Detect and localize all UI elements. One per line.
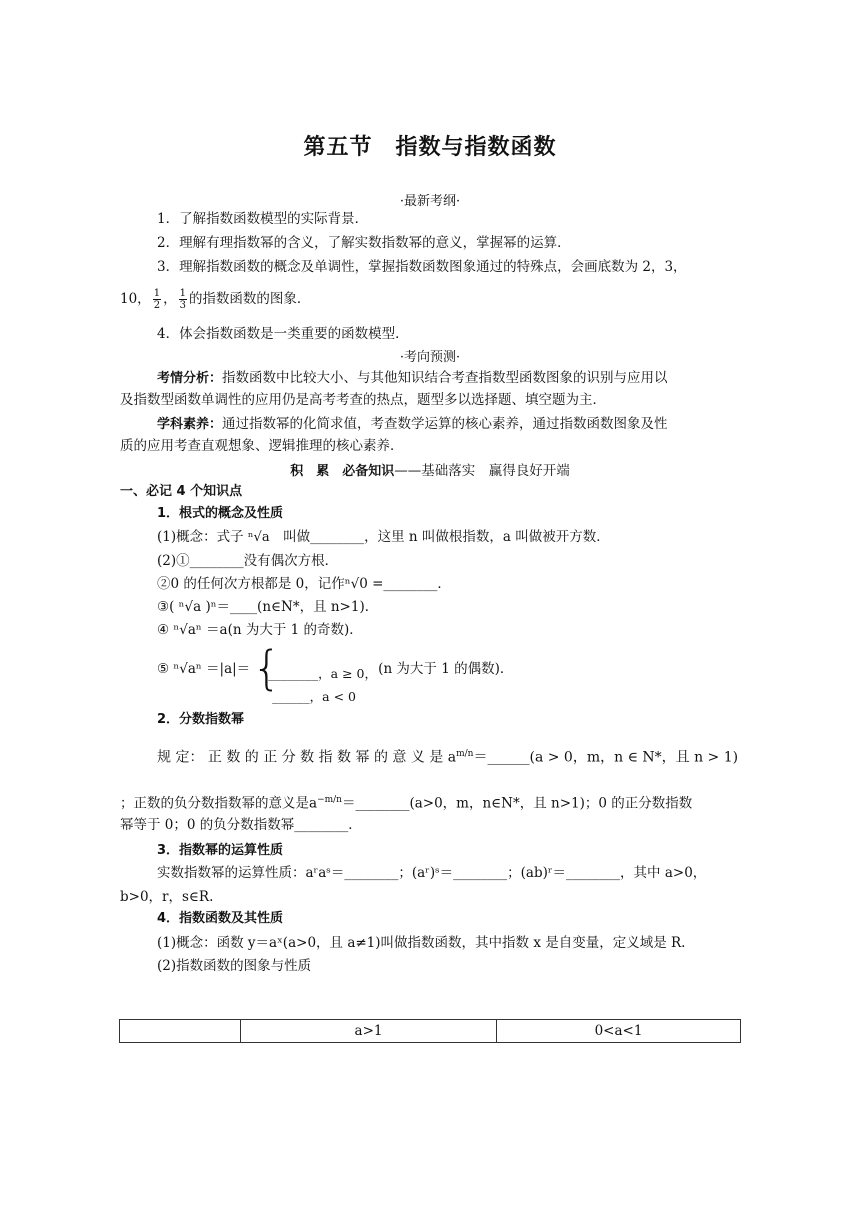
text-sep: ， <box>163 291 177 307</box>
heading-exponential-function: 4．指数函数及其性质 <box>157 911 284 926</box>
page-title: 第五节 指数与指数函数 <box>303 135 557 160</box>
fractional-exponent-positive: 规 定： 正 数 的 正 分 数 指 数 幂 的 意 义 是 $a^{m/n}=\_\_\_\_\_\_(a > 0$，m，n ∈ N*，且 n > 1) <box>157 749 739 766</box>
syllabus-item-2: 2．理解有理指数幂的含义，了解实数指数幂的意义，掌握幂的运算． <box>157 235 571 251</box>
section-label-forecast: ·考向预测· <box>399 350 461 365</box>
radical-property-1: (2)①________没有偶次方根． <box>157 553 339 569</box>
analysis-line-1: 考情分析：指数函数中比较大小、与其他知识结合考查指数型函数图象的识别与应用以 <box>157 370 668 386</box>
syllabus-item-3: 3．理解指数函数的概念及单调性，掌握指数函数图象通过的特殊点，会画底数为 2，3， <box>157 259 687 275</box>
table-cell-blank <box>120 1020 241 1043</box>
section-heading-knowledge: 积 累 必备知识——基础落实 赢得良好开端 <box>290 463 570 479</box>
fractional-exponent-zero: 幂等于 0；0 的负分数指数幂________． <box>120 817 362 833</box>
operations-line-1: 实数指数幂的运算性质：aʳaˢ＝________；(aʳ)ˢ＝________；(ab)ʳ＝________，其中 a>0， <box>157 865 707 881</box>
radical-property-2: ②0 的任何次方根都是 0，记作ⁿ√0 =________． <box>157 576 451 592</box>
syllabus-item-4: 4．体会指数函数是一类重要的函数模型． <box>157 326 409 342</box>
text-graph: 的指数函数的图象． <box>188 291 311 307</box>
fraction-one-half: $\frac{1}{2}$ <box>153 288 161 311</box>
heading-operations: 3．指数幂的运算性质 <box>157 843 284 858</box>
heading-four-points: 一、必记 4 个知识点 <box>120 484 243 499</box>
analysis-line-2: 及指数型函数单调性的应用仍是高考考查的热点，题型多以选择题、填空题为主． <box>120 392 606 408</box>
table-cell-a-lt-1: 0<a<1 <box>497 1020 741 1043</box>
radical-symbol: ⁿ√a <box>247 530 270 545</box>
radical-property-3: ③( ⁿ√a )ⁿ＝____(n∈N*，且 n>1)． <box>157 599 379 615</box>
exponential-definition: (1)概念：函数 y＝aˣ(a>0，且 a≠1)叫做指数函数，其中指数 x 是自变量，定义域是 R. <box>157 935 686 951</box>
table-cell-a-gt-1: a>1 <box>241 1020 497 1043</box>
operations-line-2: b>0，r，s∈R. <box>120 889 214 905</box>
case-neg: ______，a < 0 <box>272 688 356 704</box>
literacy-line-1: 学科素养：通过指数幂的化简求值，考查数学运算的核心素养，通过指数函数图象及性 <box>157 416 668 432</box>
syllabus-item-3-cont <box>120 288 742 311</box>
literacy-line-2: 质的应用考查直观想象、逻辑推理的核心素养． <box>120 438 404 454</box>
radical-property-4: ④ ⁿ√aⁿ ＝a(n 为大于 1 的奇数)． <box>157 622 363 638</box>
fraction-one-third: $\frac{1}{3}$ <box>179 288 186 311</box>
heading-radical: 1．根式的概念及性质 <box>157 506 284 521</box>
section-label-syllabus: ·最新考纲· <box>399 194 461 209</box>
properties-table <box>119 1019 741 1043</box>
syllabus-item-1: 1．了解指数函数模型的实际背景． <box>157 211 369 227</box>
heading-fractional-exponent: 2．分数指数幂 <box>157 712 245 727</box>
radical-property-5: ⑤ ⁿ√aⁿ ＝|a|＝ { ________，a ≥ 0， ______，a < 0 (n 为大于 1 的偶数)． <box>120 647 779 695</box>
exponential-graph-heading: (2)指数函数的图象与性质 <box>157 958 312 974</box>
case-nonneg: ________，a ≥ 0， <box>268 665 377 681</box>
fractional-exponent-negative: ；正数的负分数指数幂的意义是$a^{-m/n}=\_\_\_\_\_\_\_\_(a>0$，m，n∈N*，且 n>1)；0 的正分数指数 <box>120 795 693 812</box>
text-ten: 10， <box>120 291 151 307</box>
radical-concept: (1)概念：式子 ⁿ√a 叫做________，这里 n 叫做根指数，a 叫做被开方数． <box>157 529 610 545</box>
piecewise-cases: { ________，a ≥ 0， ______，a < 0 <box>252 648 378 692</box>
table-header-row <box>120 1020 741 1043</box>
